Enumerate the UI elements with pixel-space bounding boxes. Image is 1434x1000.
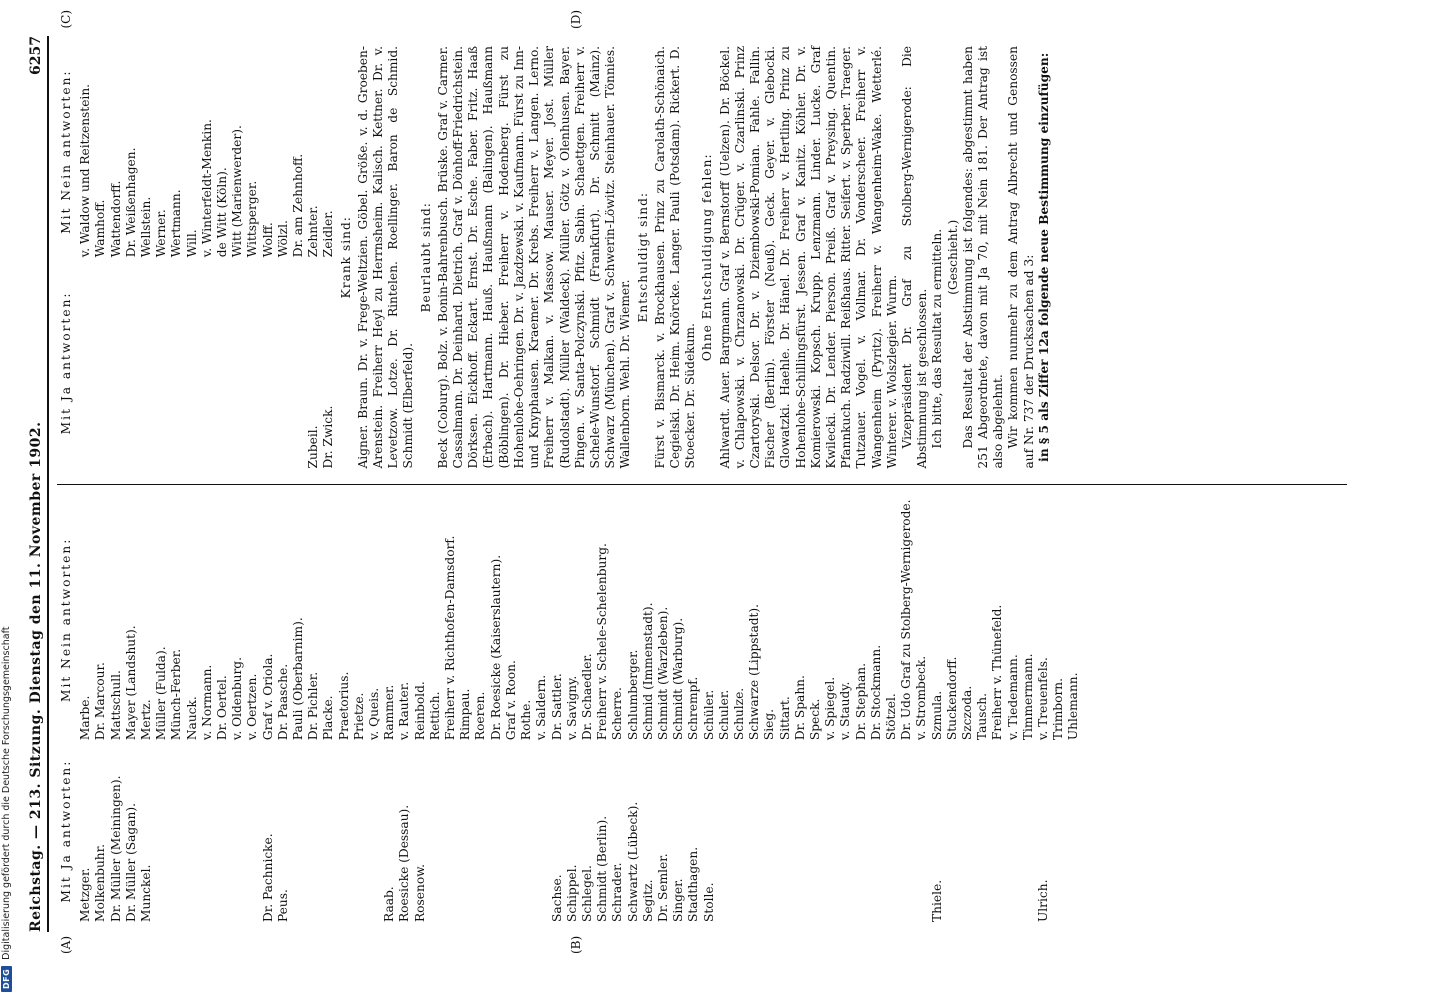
deputy-nein-name: Müller (Fulda).	[154, 646, 169, 741]
deputy-ja-name: Stolle.	[701, 882, 716, 922]
deputy-ja-name: Schmidt (Berlin).	[595, 815, 610, 922]
deputy-nein-name: Freiherr v. Richthofen-Damsdorf.	[443, 535, 458, 741]
deputy-nein-name: Werner.	[154, 209, 169, 258]
list-spacer	[321, 740, 336, 922]
left-ja-heading: Mit Ja antworten:	[59, 759, 73, 903]
dfg-logo: DFG	[1, 966, 12, 992]
deputy-nein-name: Stötzel.	[883, 693, 898, 741]
margin-mark-d: (D)	[569, 10, 583, 29]
list-spacer	[78, 257, 93, 468]
deputy-nein-name: v. Staudy.	[838, 681, 853, 741]
praesident-statement: Vizepräsident Dr. Graf zu Stolberg-Wernigerode: Die Abstimmung ist geschlossen.	[899, 46, 930, 469]
list-spacer	[154, 740, 169, 922]
list-spacer	[1021, 740, 1036, 922]
deputy-nein-name: Reinbold.	[412, 681, 427, 741]
list-spacer	[473, 740, 488, 922]
deputy-nein-name: v. Tiedemann.	[1005, 654, 1020, 741]
deputy-nein-name: Zehnter.	[306, 205, 321, 258]
deputy-ja-name: Segitz.	[640, 879, 655, 922]
deputy-ja-name: Raab.	[382, 886, 397, 922]
deputy-nein-name: Roeren.	[473, 691, 488, 741]
right-nein-heading: Mit Nein antworten:	[59, 69, 73, 234]
list-spacer	[732, 740, 747, 922]
deputy-nein-name: Rimpau.	[458, 688, 473, 741]
deputy-nein-name: Will.	[184, 229, 199, 258]
beurlaubt-text: Beck (Coburg). Bolz. v. Bonin-Bahrenbusch. Brüske. Graf v. Carmer. Cassalmann. Dr. Deinhard. Dietrich. Graf v. Dönhoff-Friedrichstein. Dörksen. Eickhoff. Eckart. Ernst. Dr. Esche. Faber. Fritz. Haaß (Erbach). Hartmann. Hauß. Haußmann (Balingen). Haußmann (Böblingen). Dr. Hieber. Freiherr v. Hodenberg. Fürst zu Hohenlohe-Oehringen. Dr. v. Jazdzewski. v. Kaufmann. Fürst zu Inn- und Knyphausen. Kraemer. Dr. Krebs. Freiherr v. Langen. Lerno. Freiherr v. Malkan. v. Massow. Mauser. Meyer. Jost. Müller (Rudolstadt). Müller (Waldeck). Müller. Götz v. Olenhusen. Bayer. Pingen. v. Santa-Polczynski. Pfitz. Sabin. Schaettgen. Freiherr v. Schele-Wunstorf. Schmidt (Frankfurt). Dr. Schmitt (Mainz). Schwarz (München). Graf v. Schwerin-Löwitz. Steinhauer. Tönnies. Wallenborn. Wehl. Dr. Wiemer.	[435, 46, 633, 469]
beurlaubt-heading: Beurlaubt sind:	[418, 202, 433, 313]
left-ja-list	[57, 740, 1082, 922]
deputy-ja-name: Dr. Zwick.	[321, 405, 336, 469]
geschieht-note: (Geschieht.)	[945, 219, 960, 295]
deputy-nein-name: Timmermann.	[1020, 653, 1035, 741]
deputy-nein-name: Dr. Stockmann.	[868, 644, 883, 741]
list-spacer	[778, 740, 793, 922]
right-nein-list	[57, 46, 337, 257]
list-spacer	[823, 740, 838, 922]
left-nein-heading: Mit Nein antworten:	[59, 537, 73, 702]
deputy-nein-name: Wolff.	[260, 222, 275, 258]
deputy-nein-name: Graf v. Roon.	[503, 660, 518, 741]
list-spacer	[945, 740, 960, 922]
deputy-nein-name: Rothe.	[519, 699, 534, 741]
list-spacer	[443, 740, 458, 922]
list-spacer	[139, 257, 154, 468]
list-spacer	[245, 740, 260, 922]
vote-result: Das Resultat der Abstimmung ist folgendes: abgestimmt haben 251 Abgeordnete, davon mit Ja 70, mit Nein 181. Der Antrag ist also abgelehnt.	[960, 46, 1006, 469]
margin-mark-a: (A)	[59, 935, 73, 954]
deputy-nein-name: Münch-Ferber.	[169, 648, 184, 741]
list-spacer	[230, 257, 245, 468]
deputy-nein-name: Szczoda.	[959, 685, 974, 741]
deputy-nein-name: Sittart.	[777, 696, 792, 741]
list-spacer	[869, 740, 884, 922]
list-spacer	[990, 740, 1005, 922]
deputy-nein-name: Wattendorff.	[108, 180, 123, 258]
krank-heading: Krank sind:	[338, 216, 353, 299]
deputy-nein-name: Szmula.	[929, 690, 944, 741]
list-spacer	[762, 740, 777, 922]
deputy-ja-name: Munckel.	[139, 864, 154, 922]
ohne-entschuldigung-heading: Ohne Entschuldigung fehlen:	[700, 153, 715, 362]
deputy-ja-name: Sachse.	[549, 874, 564, 922]
deputy-ja-name: Thiele.	[929, 879, 944, 922]
list-spacer	[245, 257, 260, 468]
right-nein-names	[78, 46, 336, 257]
list-spacer	[808, 740, 823, 922]
list-spacer	[109, 257, 124, 468]
list-spacer	[261, 257, 276, 468]
page-number: 6257	[28, 36, 44, 75]
deputy-ja-name: Stadthagen.	[686, 846, 701, 922]
list-spacer	[169, 257, 184, 468]
list-spacer	[200, 740, 215, 922]
deputy-nein-name: Zeidler.	[321, 210, 336, 258]
deputy-nein-name: Mertz.	[139, 699, 154, 741]
deputy-nein-name: Graf v. Oriola.	[260, 653, 275, 741]
deputy-nein-name: Schmidt (Warzleben).	[655, 606, 670, 741]
deputy-nein-name: Dr. Weißenhagen.	[123, 147, 138, 258]
deputy-nein-name: v. Rauter.	[397, 681, 412, 741]
deputy-nein-name: v. Queis.	[367, 687, 382, 741]
deputy-ja-name: Schippel.	[564, 864, 579, 922]
deputy-nein-name: Rettich.	[427, 691, 442, 741]
list-spacer	[428, 740, 443, 922]
list-spacer	[154, 257, 169, 468]
list-spacer	[291, 257, 306, 468]
list-spacer	[306, 740, 321, 922]
list-spacer	[230, 740, 245, 922]
deputy-ja-name: Dr. Pachnicke.	[260, 833, 275, 922]
deputy-ja-name: Singer.	[671, 878, 686, 922]
deputy-nein-name: Witt (Marienwerder).	[230, 125, 245, 258]
right-column	[57, 10, 1347, 485]
deputy-nein-name: v. Spiegel.	[823, 676, 838, 741]
list-spacer	[215, 257, 230, 468]
deputy-nein-name: Schulze.	[731, 687, 746, 741]
list-spacer	[367, 740, 382, 922]
deputy-nein-name: Praetorius.	[336, 671, 351, 741]
two-column-body	[57, 10, 1347, 954]
deputy-nein-name: v. Strombeck.	[914, 655, 929, 741]
deputy-nein-name: Wölzl.	[275, 220, 290, 258]
deputy-nein-name: Dr. am Zehnhoff.	[291, 153, 306, 258]
deputy-nein-name: Placke.	[321, 695, 336, 741]
deputy-nein-name: Tausch.	[975, 693, 990, 741]
deputy-nein-name: Pauli (Oberbarnim).	[291, 617, 306, 741]
left-vote-lists	[57, 500, 1082, 923]
right-ja-names	[78, 257, 336, 468]
deputy-nein-name: Schuler.	[716, 689, 731, 741]
motion-text: in § 5 als Ziffer 12a folgende neue Bestimmung einzufügen:	[1036, 52, 1051, 462]
deputy-nein-name: Dr. Paasche.	[275, 663, 290, 741]
deputy-nein-name: Dr. Marcour.	[93, 662, 108, 741]
krank-text: Aigner. Braun. Dr. v. Frege-Weltzien. Göbel. Größe. v. d. Groeben-Arenstein. Freiherr Heyl zu Herrnsheim. Kalisch. Kettner. Dr. v. Levetzow. Lotze. Dr. Rintelen. Roellinger. Baron de Schmid. Schmidt (Elberfeld).	[355, 46, 416, 469]
left-nein-names	[78, 500, 1081, 741]
deputy-nein-name: Wamhoff.	[93, 199, 108, 258]
deputy-nein-name: Schmidt (Warburg).	[671, 617, 686, 741]
deputy-nein-name: Stuckendorff.	[944, 656, 959, 741]
list-spacer	[534, 740, 549, 922]
entschuldigt-heading: Entschuldigt sind:	[635, 192, 650, 323]
deputy-nein-name: Dr. Udo Graf zu Stolberg-Wernigerode.	[899, 499, 914, 741]
deputy-nein-name: Dr. Schaedler.	[579, 653, 594, 741]
deputy-nein-name: Dr. Roesicke (Kaiserslautern).	[488, 554, 503, 741]
margin-mark-c: (C)	[59, 10, 73, 29]
margin-mark-b: (B)	[569, 935, 583, 954]
deputy-ja-name: Zubeil.	[306, 425, 321, 469]
list-spacer	[215, 740, 230, 922]
footer-text: Digitalisierung gefördert durch die Deutsche Forschungsgemeinschaft	[1, 626, 12, 960]
deputy-ja-name: Peus.	[275, 889, 290, 922]
deputy-ja-name: Rosenow.	[412, 863, 427, 922]
left-ja-names	[78, 740, 1051, 922]
list-spacer	[717, 740, 732, 922]
list-spacer	[200, 257, 215, 468]
list-spacer	[169, 740, 184, 922]
deputy-ja-name: Dr. Müller (Sagan).	[123, 803, 138, 922]
deputy-ja-name: Dr. Müller (Meiningen).	[108, 775, 123, 922]
deputy-nein-name: Schwarze (Lippstadt).	[747, 603, 762, 741]
left-nein-list	[57, 500, 1082, 741]
list-spacer	[838, 740, 853, 922]
deputy-ja-name: Ulrich.	[1036, 879, 1050, 922]
list-spacer	[747, 740, 762, 922]
deputy-ja-name: Dr. Semler.	[655, 853, 670, 922]
list-spacer	[854, 740, 869, 922]
deputy-nein-name: Wellstein.	[139, 196, 154, 258]
ohne-entschuldigung-text: Ahlwardt. Auer. Bargmann. Graf v. Bernstorff (Uelzen). Dr. Böckel. v. Chlapowski. v. Chrzanowski. Dr. Crüger. v. Czarlinski. Prinz Czartoryski. Delsor. Dr. v. Dziembowski-Pomian. Fahle. Fallin. Fischer (Berlin). Förster (Neuß). Geck. Geyer. v. Glebocki. Glowatzki. Haehle. Dr. Hänel. Dr. Freiherr v. Hertling. Prinz zu Hohenlohe-Schillingsfürst. Jessen. Graf v. Kanitz. Köhler. Dr. v. Komierowski. Kopsch. Krupp. Lenzmann. Linder. Lucke. Graf Kwilecki. Dr. Lender. Pierson. Preiß. Graf v. Preysing. Quentin. Pfannkuch. Radziwill. Reißhaus. Ritter. Seifert. v. Sperber. Traeger. Tutzauer. Vogel. v. Vollmar. Dr. Vonderscheer. Freiherr v. Wangenheim (Pyritz). Freiherr v. Wangenheim-Wake. Wetterlé. Winterer. v. Wolszlegier. Wurm.	[717, 46, 899, 469]
list-spacer	[185, 257, 200, 468]
deputy-nein-name: Freiherr v. Thünefeld.	[990, 604, 1005, 741]
deputy-nein-name: Nauck.	[184, 696, 199, 741]
list-spacer	[899, 740, 914, 922]
deputy-nein-name: Trimborn.	[1051, 678, 1066, 741]
deputy-nein-name: Dr. Sattler.	[549, 673, 564, 741]
list-spacer	[519, 740, 534, 922]
digitization-footer	[1, 0, 12, 992]
deputy-ja-name: Schwartz (Lübeck).	[625, 801, 640, 922]
list-spacer	[337, 740, 352, 922]
deputy-nein-name: Wittsperger.	[245, 180, 260, 258]
deputy-nein-name: v. Savigny.	[564, 675, 579, 741]
list-spacer	[276, 257, 291, 468]
praesident-request: Ich bitte, das Resultat zu ermitteln.	[930, 228, 945, 449]
deputy-nein-name: Dr. Spahn.	[792, 675, 807, 741]
deputy-nein-name: Dr. Stephan.	[853, 663, 868, 741]
deputy-nein-name: Marbe.	[78, 695, 93, 741]
list-spacer	[793, 740, 808, 922]
deputy-nein-name: v. Saldern.	[534, 674, 549, 741]
deputy-nein-name: Sieg.	[762, 708, 777, 741]
deputy-ja-name: Metzger.	[78, 867, 93, 922]
list-spacer	[975, 740, 990, 922]
deputy-nein-name: v. Waldow und Reitzenstein.	[78, 83, 93, 258]
list-spacer	[291, 740, 306, 922]
list-spacer	[504, 740, 519, 922]
deputy-nein-name: Scherre.	[610, 687, 625, 741]
deputy-nein-name: Schüler.	[701, 689, 716, 741]
deputy-nein-name: Schlumberger.	[625, 649, 640, 741]
deputy-nein-name: Schrempf.	[686, 676, 701, 741]
list-spacer	[124, 257, 139, 468]
list-spacer	[352, 740, 367, 922]
deputy-ja-name: Roesicke (Dessau).	[397, 804, 412, 922]
right-ja-list	[57, 257, 337, 468]
deputy-nein-name: Speck.	[807, 698, 822, 741]
deputy-nein-name: Wertmann.	[169, 189, 184, 258]
deputy-nein-name: v. Treuenfels.	[1036, 657, 1050, 741]
deputy-nein-name: Dr. Pichler.	[306, 671, 321, 741]
deputy-nein-name: Prietze.	[351, 692, 366, 741]
deputy-nein-name: de Witt (Köln).	[215, 167, 230, 258]
list-spacer	[185, 740, 200, 922]
list-spacer	[1006, 740, 1021, 922]
list-spacer	[914, 740, 929, 922]
deputy-nein-name: Schmid (Immenstadt).	[640, 602, 655, 741]
deputy-nein-name: Uhlemann.	[1066, 672, 1081, 741]
deputy-ja-name: Schlegel.	[579, 865, 594, 922]
right-vote-lists	[57, 46, 337, 469]
deputy-nein-name: Mattschull.	[108, 670, 123, 741]
deputy-nein-name: Mayer (Landshut).	[123, 625, 138, 741]
deputy-ja-name: Schrader.	[610, 862, 625, 922]
deputy-nein-name: Dr. Oertel.	[215, 675, 230, 741]
list-spacer	[884, 740, 899, 922]
list-spacer	[458, 740, 473, 922]
deputy-ja-name: Molkenbuhr.	[93, 843, 108, 922]
page-header	[28, 36, 49, 932]
deputy-nein-name: Freiherr v. Schele-Schelenburg.	[595, 543, 610, 741]
right-ja-heading: Mit Ja antworten:	[59, 291, 73, 435]
list-spacer	[489, 740, 504, 922]
header-title: Reichstag. — 213. Sitzung. Dienstag den 11. November 1902.	[28, 421, 44, 932]
left-column	[57, 485, 1347, 954]
entschuldigt-text: Fürst v. Bismarck. v. Brockhausen. Prinz zu Carolath-Schönaich. Cegielski. Dr. Heim. Knörcke. Langer. Pauli (Potsdam). Rickert. D. Stoecker. Dr. Südekum.	[652, 46, 698, 469]
list-spacer	[960, 740, 975, 922]
list-spacer	[93, 257, 108, 468]
deputy-nein-name: v. Winterfeldt-Menkin.	[199, 119, 214, 258]
deputy-nein-name: v. Oertzen.	[245, 673, 260, 741]
deputy-nein-name: v. Oldenburg.	[230, 657, 245, 741]
next-motion: Wir kommen nunmehr zu dem Antrag Albrecht und Genossen auf Nr. 737 der Drucksachen ad 3:	[1006, 46, 1036, 469]
deputy-nein-name: v. Normann.	[199, 664, 214, 741]
deputy-nein-name: Rammer.	[382, 684, 397, 741]
